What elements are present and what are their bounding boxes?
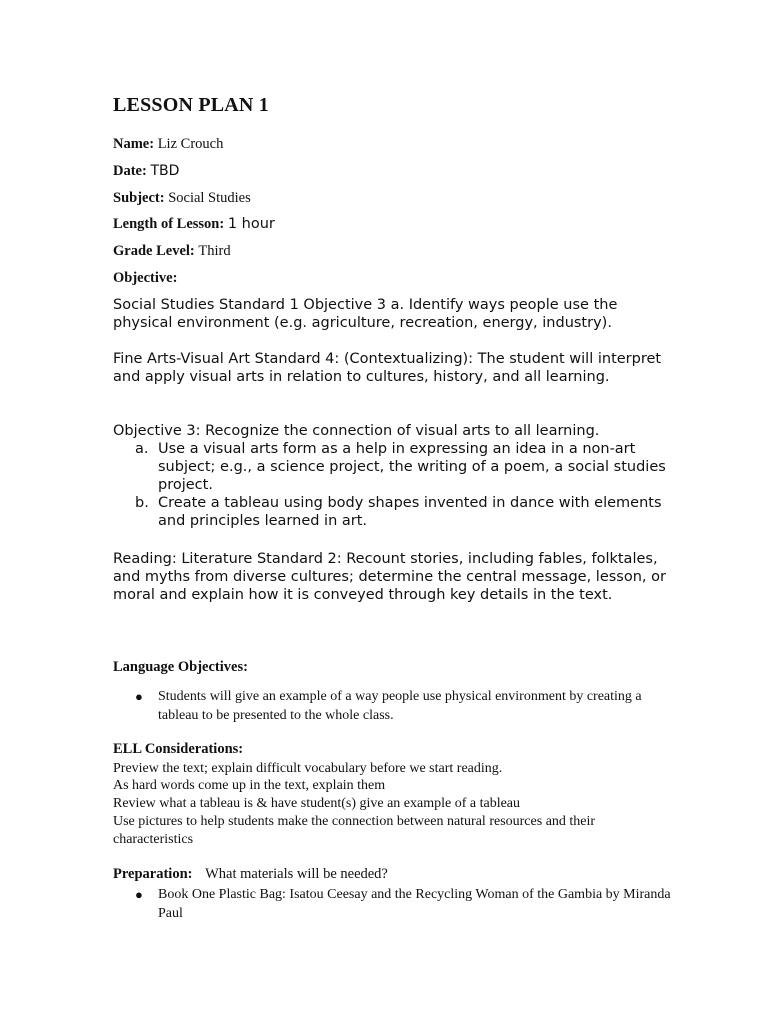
objective-label: Objective:	[113, 270, 178, 286]
page-title: LESSON PLAN 1	[113, 94, 269, 116]
fine-arts-objective: Fine Arts-Visual Art Standard 4: (Contextualizing): The student will interpret and apply visual arts in relation to cultures, history, and all learning.	[113, 351, 662, 385]
list-item-text: Students will give an example of a way people use physical environment by creating a tableau to be presented to the whole class.	[158, 689, 642, 723]
ell-line: Preview the text; explain difficult vocabulary before we start reading.	[113, 761, 503, 776]
grade-field	[113, 243, 231, 260]
preparation-question: What materials will be needed?	[205, 866, 388, 882]
length-field	[113, 216, 275, 233]
ell-heading: ELL Considerations:	[113, 741, 244, 757]
list-marker: b.	[135, 495, 149, 511]
ell-line: Use pictures to help students make the connection between natural resources and their characteristics	[113, 814, 596, 847]
name-value: Liz Crouch	[157, 136, 224, 152]
list-item-text: Book One Plastic Bag: Isatou Ceesay and the Recycling Woman of the Gambia by Miranda Paul	[158, 887, 671, 921]
date-label: Date:	[113, 163, 147, 179]
ell-line: As hard words come up in the text, explain them	[113, 778, 386, 793]
date-field	[113, 163, 179, 180]
name-label: Name:	[113, 136, 155, 152]
objective-3-list	[113, 440, 673, 530]
list-item	[113, 885, 673, 923]
length-value: 1 hour	[227, 216, 275, 232]
bullet-icon: ●	[135, 887, 143, 902]
objective-heading	[113, 270, 177, 287]
grade-label: Grade Level:	[113, 243, 195, 259]
grade-value: Third	[198, 243, 231, 259]
list-item	[113, 494, 673, 530]
preparation-row	[113, 866, 388, 883]
name-field	[113, 136, 223, 153]
language-objectives-heading: Language Objectives:	[113, 659, 248, 675]
reading-objective: Reading: Literature Standard 2: Recount stories, including fables, folktales, and myths from diverse cultures; determine the central message, lesson, or moral and explain how it is conveyed through key details in the text.	[113, 551, 666, 603]
subject-field	[113, 190, 251, 207]
length-label: Length of Lesson:	[113, 216, 225, 232]
preparation-label: Preparation:	[113, 866, 193, 882]
bullet-icon: ●	[135, 689, 143, 704]
subject-label: Subject:	[113, 190, 165, 206]
subject-value: Social Studies	[168, 190, 251, 206]
list-item	[113, 687, 673, 725]
list-item	[113, 440, 673, 494]
list-marker: a.	[135, 441, 149, 457]
list-item-text: Use a visual arts form as a help in expressing an idea in a non-art subject; e.g., a science project, the writing of a poem, a social studies project.	[158, 441, 666, 493]
social-studies-objective: Social Studies Standard 1 Objective 3 a. Identify ways people use the physical environment (e.g. agriculture, recreation, energy, industry).	[113, 297, 618, 331]
objective-3-intro: Objective 3: Recognize the connection of visual arts to all learning.	[113, 423, 600, 439]
date-value: TBD	[150, 163, 180, 179]
ell-line: Review what a tableau is & have student(s) give an example of a tableau	[113, 796, 521, 811]
list-item-text: Create a tableau using body shapes invented in dance with elements and principles learned in art.	[158, 495, 662, 529]
